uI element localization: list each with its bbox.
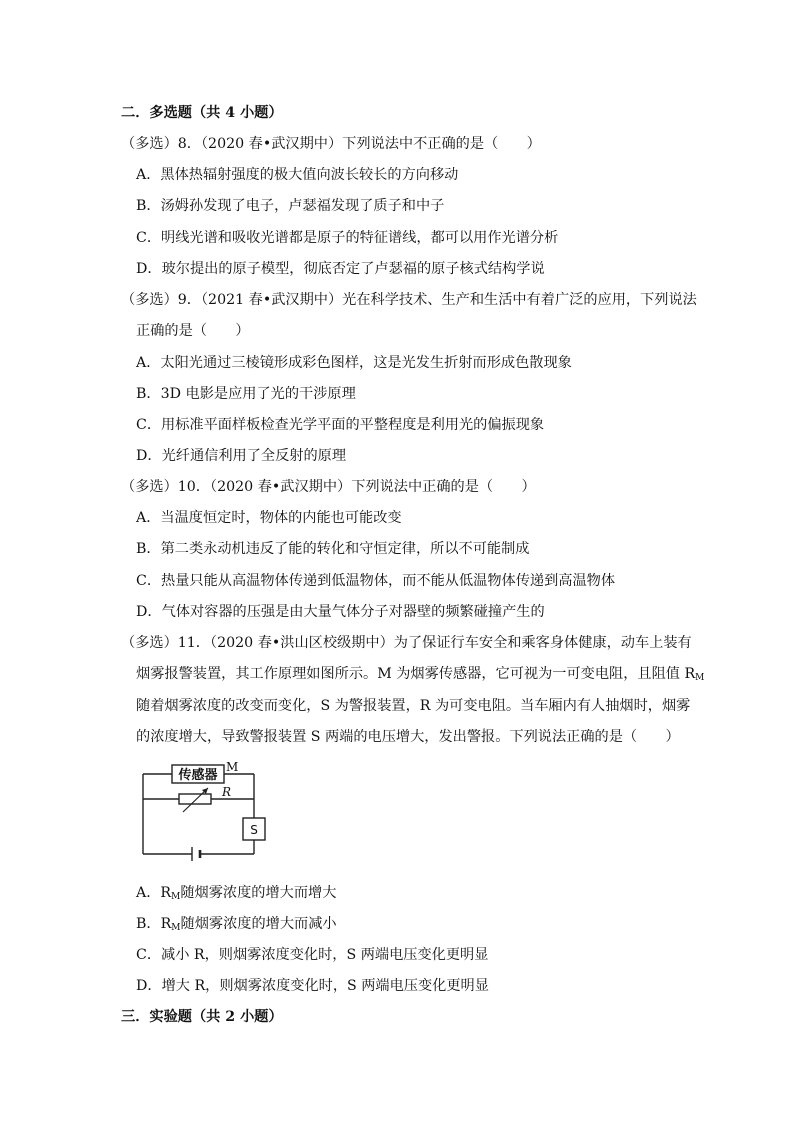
question-11-stem-line-2-text: 烟雾报警装置，其工作原理如图所示。M 为烟雾传感器，它可视为一可变电阻，且阻值 R [136,666,696,682]
question-8-stem: （多选）8．（2020 春•武汉期中）下列说法中不正确的是（ ） [121,136,541,152]
question-11-option-c [136,946,488,964]
question-11-option-a [136,884,336,906]
question-8-option-a: A．黑体热辐射强度的极大值向波长较长的方向移动 [136,167,459,183]
question-9-option-a: A．太阳光通过三棱镜形成彩色图样，这是光发生折射而形成色散现象 [136,355,572,371]
question-11-option-d [136,977,489,995]
m-label: M [226,760,239,774]
question-8-option-c: C．明线光谱和吸收光谱都是原子的特征谱线，都可以用作光谱分析 [136,230,559,246]
question-9-stem-line-1: （多选）9．（2021 春•武汉期中）光在科学技术、生产和生活中有着广泛的应用，下列说法 [121,292,697,308]
question-10-stem: （多选）10．（2020 春•武汉期中）下列说法中正确的是（ ） [121,479,536,495]
s-label: S [250,823,258,837]
question-9-option-c: C．用标准平面样板检查光学平面的平整程度是利用光的偏振现象 [136,417,545,433]
question-11-stem-line-2 [136,665,704,687]
question-9-stem-line-2: 正确的是（ ） [136,323,250,339]
question-9-option-b: B．3D 电影是应用了光的干涉原理 [136,386,356,402]
option-a-sub: M [171,892,181,902]
variable-resistor [179,794,211,804]
option-b-sub: M [171,923,181,933]
question-8-option-b: B．汤姆孙发现了电子，卢瑟福发现了质子和中子 [136,198,445,214]
option-b-text: 随烟雾浓度的增大而减小 [180,916,337,932]
question-9-option-d: D．光纤通信利用了全反射的原理 [136,448,347,464]
option-c-text: C．减小 R，则烟雾浓度变化时，S 两端电压变化更明显 [136,947,489,963]
option-a-text: 随烟雾浓度的增大而增大 [180,885,337,901]
subscript-m: M [695,673,705,683]
question-8-option-d: D．玻尔提出的原子模型，彻底否定了卢瑟福的原子核式结构学说 [136,261,545,277]
question-10-option-c: C．热量只能从高温物体传递到低温物体，而不能从低温物体传递到高温物体 [136,573,616,589]
option-b-prefix: B．R [136,916,172,932]
question-11-stem-line-4: 的浓度增大，导致警报装置 S 两端的电压增大，发出警报。下列说法正确的是（ ） [136,729,680,745]
option-a-prefix: A．R [136,885,172,901]
question-11-stem-line-3: 随着烟雾浓度的改变而变化，S 为警报装置，R 为可变电阻。当车厢内有人抽烟时，烟雾 [136,698,691,714]
question-10-option-a: A．当温度恒定时，物体的内能也可能改变 [136,510,402,526]
section-title-experiment: 三．实验题（共 2 小题） [121,1009,283,1025]
circuit-diagram [136,760,276,864]
r-label: R [222,785,232,799]
section-title-multiple-choice: 二．多选题（共 4 小题） [121,105,283,121]
sensor-label: 传感器 [178,768,218,783]
question-10-option-d: D．气体对容器的压强是由大量气体分子对器壁的频繁碰撞产生的 [136,604,545,620]
question-11-option-b [136,915,337,937]
question-10-option-b: B．第二类永动机违反了能的转化和守恒定律，所以不可能制成 [136,541,530,557]
question-11-stem-line-1: （多选）11．（2020 春•洪山区校级期中）为了保证行车安全和乘客身体健康，动车上装有 [121,635,692,651]
option-d-text: D．增大 R，则烟雾浓度变化时，S 两端电压变化更明显 [136,978,489,994]
